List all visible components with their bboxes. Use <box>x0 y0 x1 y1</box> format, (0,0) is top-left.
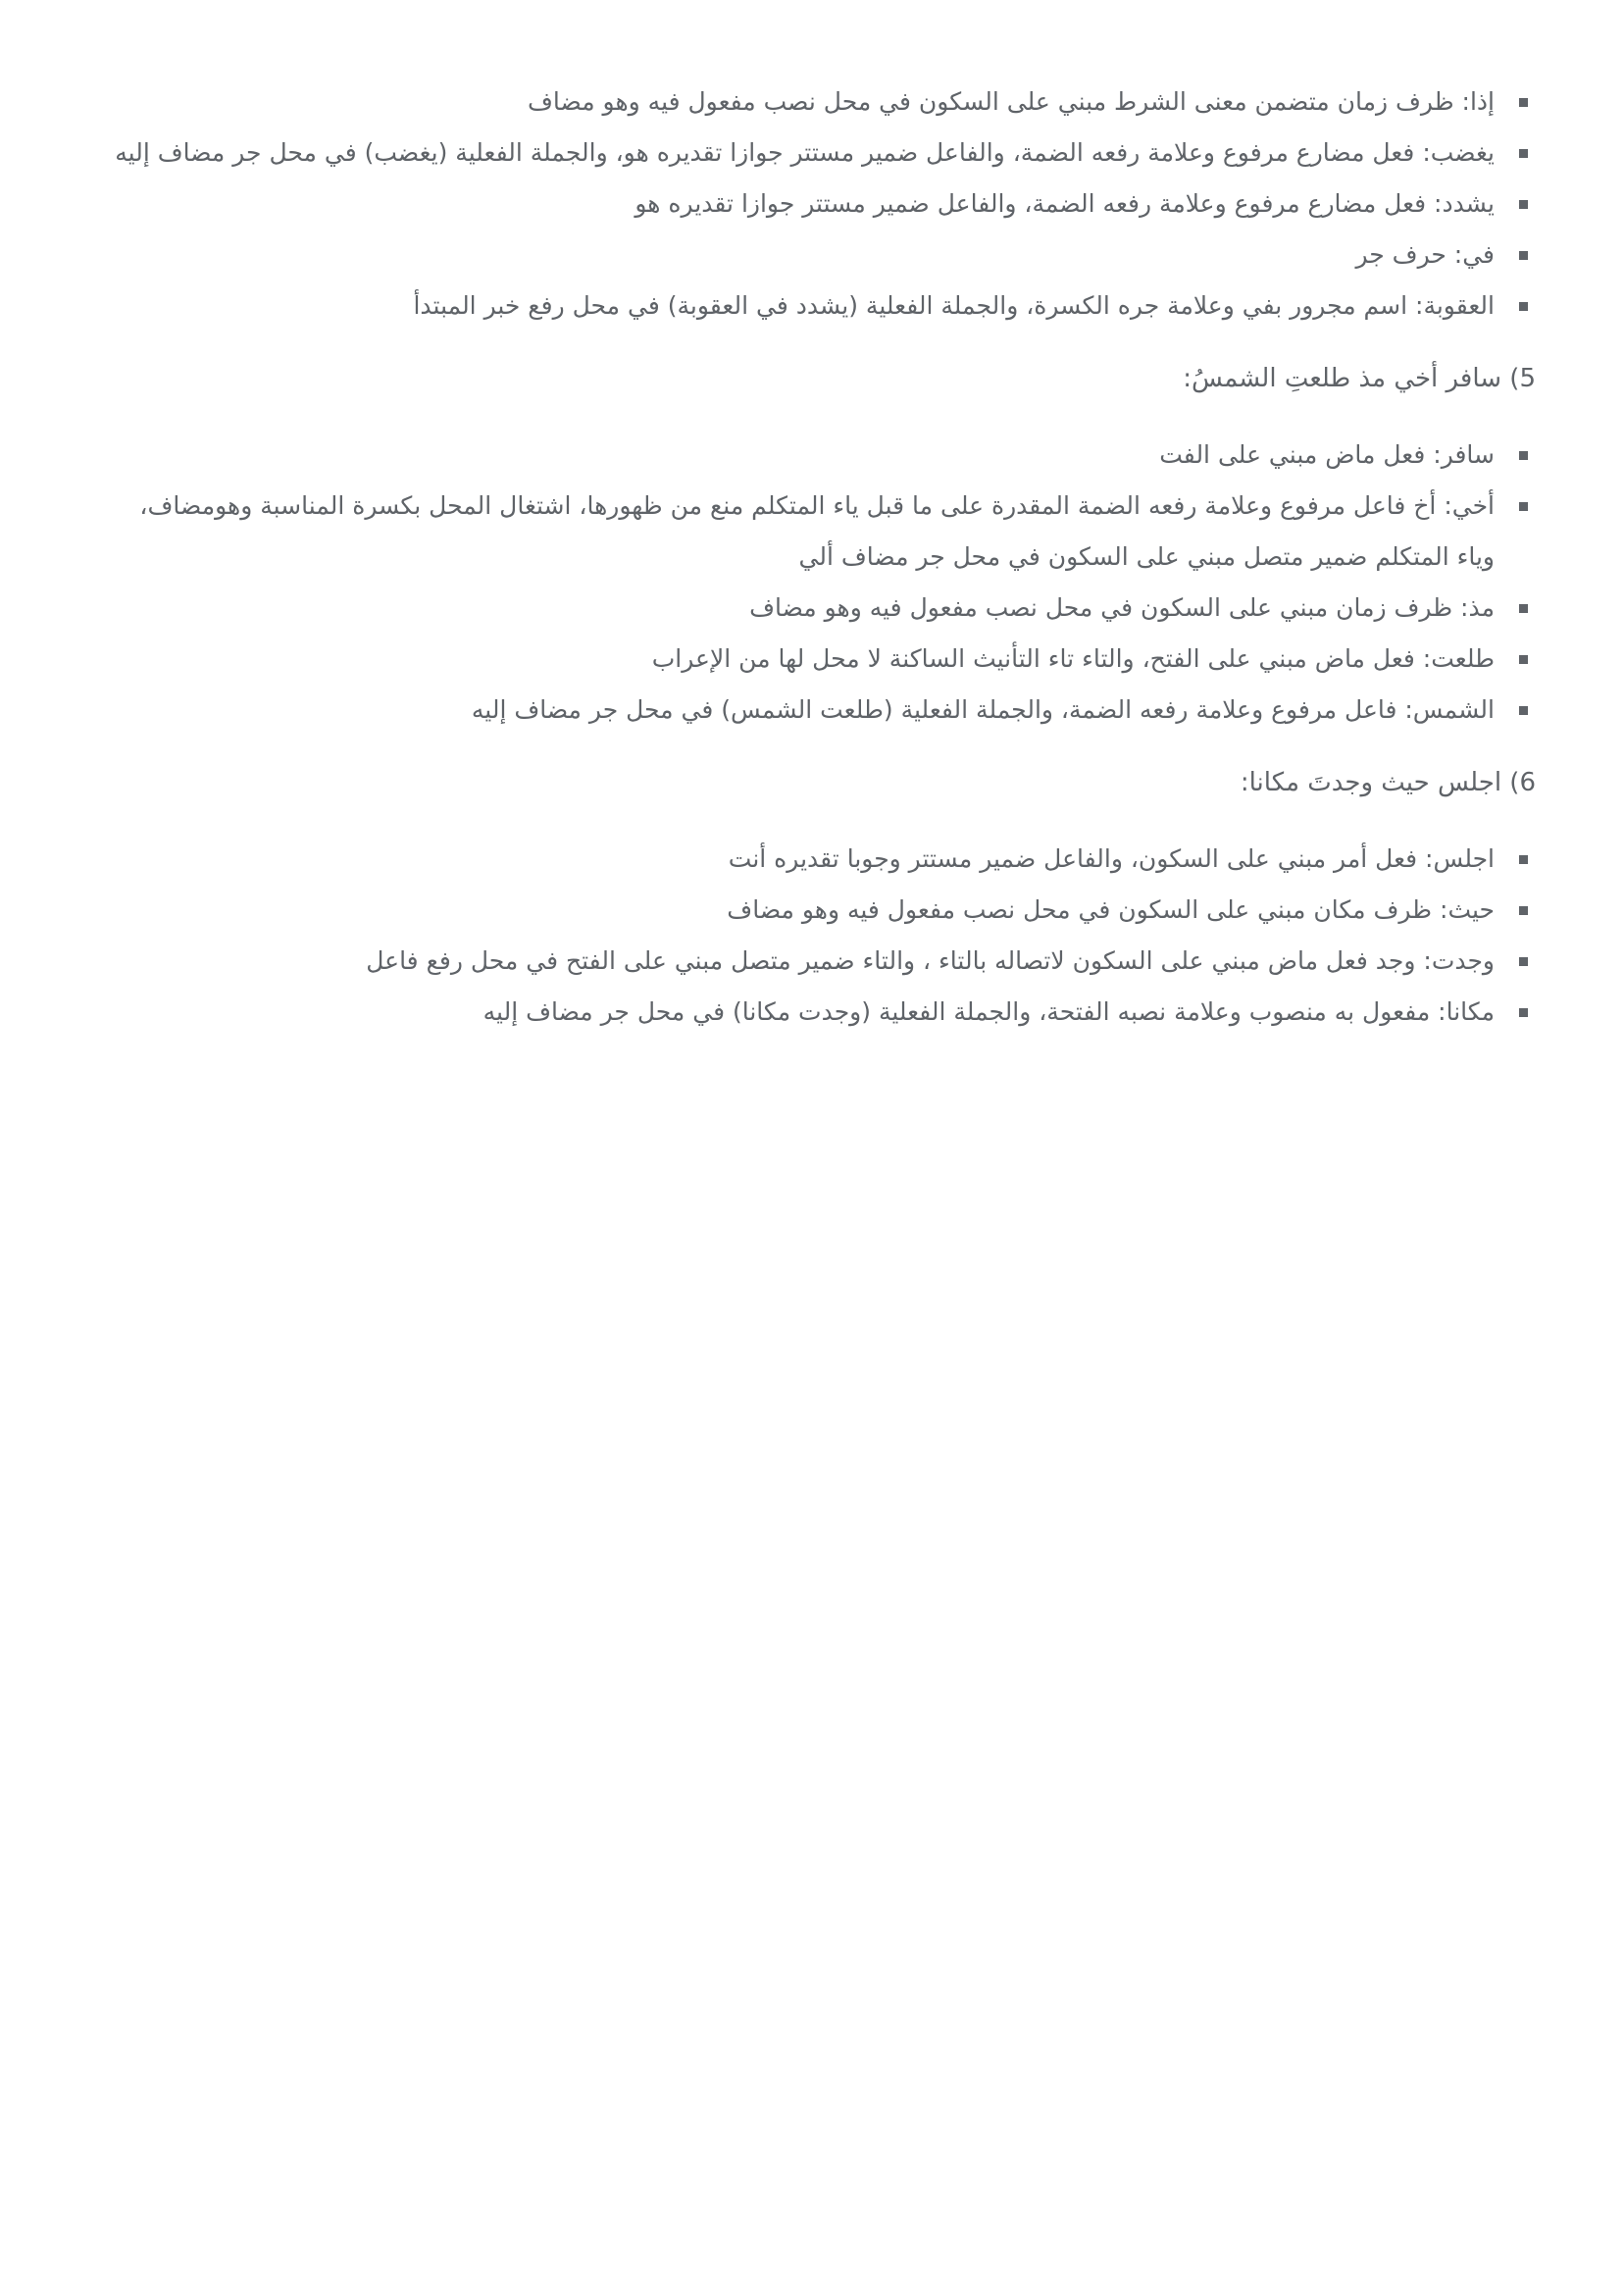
list-item-text: إذا: ظرف زمان متضمن معنى الشرط مبني على السكون في محل نصب مفعول فيه وهو مضاف <box>528 87 1495 116</box>
square-bullet-icon <box>1519 98 1528 107</box>
list-item <box>104 481 1495 583</box>
list-item <box>104 76 1495 127</box>
list-item <box>104 987 1495 1038</box>
list-item <box>104 834 1495 885</box>
square-bullet-icon <box>1519 855 1528 864</box>
list-item-text: الشمس: فاعل مرفوع وعلامة رفعه الضمة، والجملة الفعلية (طلعت الشمس) في محل جر مضاف إليه <box>471 695 1495 724</box>
parsing-list-previous <box>104 76 1536 331</box>
list-item-text: يشدد: فعل مضارع مرفوع وعلامة رفعه الضمة، والفاعل ضمير مستتر جوازا تقديره هو <box>634 189 1495 218</box>
list-item-text: أخي: أخ فاعل مرفوع وعلامة رفعه الضمة المقدرة على ما قبل ياء المتكلم منع من ظهورها، اشتغال المحل بكسرة المناسبة وهومضاف، وياء المتكلم ضمير متصل مبني على السكون في محل جر مضاف ألي <box>139 491 1495 571</box>
square-bullet-icon <box>1519 655 1528 664</box>
document-page <box>104 76 1536 1038</box>
list-item-text: مكانا: مفعول به منصوب وعلامة نصبه الفتحة، والجملة الفعلية (وجدت مكانا) في محل جر مضاف إليه <box>482 997 1495 1026</box>
list-item-text: سافر: فعل ماض مبني على الفت <box>1159 440 1495 469</box>
list-item <box>104 127 1495 178</box>
square-bullet-icon <box>1519 604 1528 613</box>
sentence-heading-5: 5) سافر أخي مذ طلعتِ الشمسُ: <box>1183 364 1536 393</box>
list-item <box>104 178 1495 229</box>
list-item <box>104 634 1495 685</box>
list-item-text: مذ: ظرف زمان مبني على السكون في محل نصب مفعول فيه وهو مضاف <box>749 593 1495 622</box>
list-item <box>104 885 1495 936</box>
square-bullet-icon <box>1519 149 1528 158</box>
list-item-text: حيث: ظرف مكان مبني على السكون في محل نصب مفعول فيه وهو مضاف <box>727 895 1495 924</box>
square-bullet-icon <box>1519 706 1528 715</box>
square-bullet-icon <box>1519 502 1528 511</box>
square-bullet-icon <box>1519 957 1528 966</box>
list-item <box>104 430 1495 481</box>
list-item-text: يغضب: فعل مضارع مرفوع وعلامة رفعه الضمة، والفاعل ضمير مستتر جوازا تقديره هو، والجملة الفعلية (يغضب) في محل جر مضاف إليه <box>115 138 1495 167</box>
list-item-text: العقوبة: اسم مجرور بفي وعلامة جره الكسرة، والجملة الفعلية (يشدد في العقوبة) في محل رفع خبر المبتدأ <box>413 291 1495 320</box>
list-item <box>104 936 1495 987</box>
parsing-list-6 <box>104 834 1536 1038</box>
square-bullet-icon <box>1519 451 1528 460</box>
list-item-text: طلعت: فعل ماض مبني على الفتح، والتاء تاء التأنيث الساكنة لا محل لها من الإعراب <box>651 644 1495 673</box>
square-bullet-icon <box>1519 1008 1528 1017</box>
square-bullet-icon <box>1519 200 1528 209</box>
list-item <box>104 229 1495 280</box>
square-bullet-icon <box>1519 906 1528 915</box>
parsing-list-5 <box>104 430 1536 736</box>
sentence-heading-6: 6) اجلس حيث وجدتَ مكانا: <box>1240 768 1536 797</box>
square-bullet-icon <box>1519 251 1528 260</box>
list-item-text: في: حرف جر <box>1355 240 1495 269</box>
list-item <box>104 685 1495 736</box>
square-bullet-icon <box>1519 302 1528 311</box>
list-item-text: اجلس: فعل أمر مبني على السكون، والفاعل ضمير مستتر وجوبا تقديره أنت <box>728 844 1495 873</box>
list-item-text: وجدت: وجد فعل ماض مبني على السكون لاتصاله بالتاء ، والتاء ضمير متصل مبني على الفتح في محل رفع فاعل <box>366 946 1495 975</box>
list-item <box>104 583 1495 634</box>
list-item <box>104 280 1495 331</box>
